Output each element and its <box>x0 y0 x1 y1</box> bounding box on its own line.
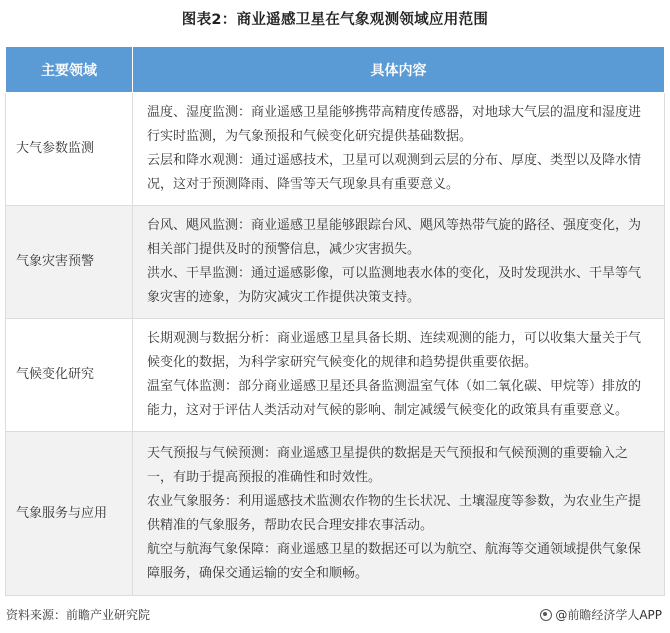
category-cell: 气象灾害预警 <box>6 206 133 319</box>
content-cell <box>133 432 665 596</box>
content-item: 农业气象服务：利用遥感技术监测农作物的生长状况、土壤湿度等参数，为农业生产提供精准的气象服务，帮助农民合理安排农事活动。 <box>147 493 642 533</box>
content-item: 长期观测与数据分析：商业遥感卫星具备长期、连续观测的能力，可以收集大量关于气候变化的数据，为科学家研究气候变化的规律和趋势提供重要依据。 <box>147 331 642 370</box>
table-row <box>6 93 665 206</box>
brand-credit-text: @前瞻经济学人APP <box>555 608 662 622</box>
application-table <box>5 46 665 596</box>
content-cell <box>133 206 665 319</box>
chart-title: 图表2：商业遥感卫星在气象观测领域应用范围 <box>181 12 489 28</box>
brand-credit <box>540 606 662 623</box>
brand-logo-icon <box>540 609 552 621</box>
content-item: 温室气体监测：部分商业遥感卫星还具备监测温室气体（如二氧化碳、甲烷等）排放的能力，这对于评估人类活动对气候的影响、制定减缓气候变化的政策具有重要意义。 <box>147 379 642 418</box>
table-row <box>6 206 665 319</box>
source-note: 资料来源：前瞻产业研究院 <box>6 608 151 622</box>
table-row <box>6 319 665 432</box>
content-item: 洪水、干旱监测：通过遥感影像，可以监测地表水体的变化，及时发现洪水、干旱等气象灾害的迹象，为防灾减灾工作提供决策支持。 <box>147 266 642 305</box>
category-cell: 气象服务与应用 <box>6 432 133 596</box>
content-item: 云层和降水观测：通过遥感技术，卫星可以观测到云层的分布、厚度、类型以及降水情况，这对于预测降雨、降雪等天气现象具有重要意义。 <box>147 153 642 192</box>
header-content: 具体内容 <box>133 47 665 93</box>
table-row <box>6 432 665 596</box>
content-item: 天气预报与气候预测：商业遥感卫星提供的数据是天气预报和气候预测的重要输入之一，有助于提高预报的准确性和时效性。 <box>147 445 629 485</box>
table-header-row <box>6 47 665 93</box>
content-item: 台风、飓风监测：商业遥感卫星能够跟踪台风、飓风等热带气旋的路径、强度变化，为相关部门提供及时的预警信息，减少灾害损失。 <box>147 218 642 257</box>
category-cell: 气候变化研究 <box>6 319 133 432</box>
content-item: 航空与航海气象保障：商业遥感卫星的数据还可以为航空、航海等交通领域提供气象保障服务，确保交通运输的安全和顺畅。 <box>147 541 642 581</box>
content-item: 温度、湿度监测：商业遥感卫星能够携带高精度传感器，对地球大气层的温度和湿度进行实时监测，为气象预报和气候变化研究提供基础数据。 <box>147 105 642 144</box>
category-cell: 大气参数监测 <box>6 93 133 206</box>
content-cell <box>133 93 665 206</box>
header-main-field: 主要领域 <box>6 47 133 93</box>
content-cell <box>133 319 665 432</box>
